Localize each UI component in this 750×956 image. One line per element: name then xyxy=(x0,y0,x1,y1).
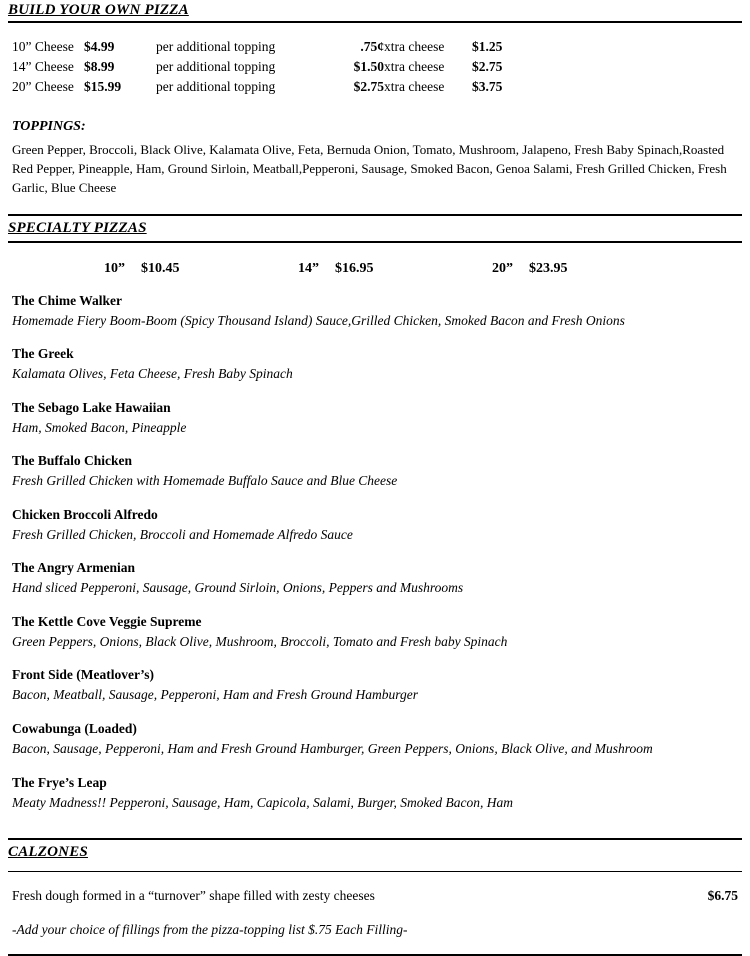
pizza-price: $8.99 xyxy=(84,59,115,74)
calzone-item xyxy=(12,888,738,904)
specialty-size-14 xyxy=(298,261,492,277)
build-your-own-heading: BUILD YOUR OWN PIZZA xyxy=(8,2,189,18)
pizza-size: 14” Cheese xyxy=(12,59,74,74)
list-item xyxy=(12,507,742,545)
pizza-price: $15.99 xyxy=(84,79,122,94)
specialty-size-10 xyxy=(8,261,298,277)
calzone-fillings-note: -Add your choice of fillings from the pizza-topping list $.75 Each Filling- xyxy=(12,922,408,938)
divider xyxy=(8,838,742,840)
specialty-size-label: 10” xyxy=(104,260,125,276)
list-item xyxy=(12,667,742,705)
topping-label: per additional topping xyxy=(156,59,276,74)
pizza-name: The Buffalo Chicken xyxy=(12,453,133,469)
build-your-own-section xyxy=(8,2,742,198)
pizza-description: Bacon, Meatball, Sausage, Pepperoni, Ham and Fresh Ground Hamburger xyxy=(12,687,418,703)
topping-price: .75¢ xyxy=(360,39,384,54)
xtra-cheese-label: xtra cheese xyxy=(384,39,445,54)
pizza-description: Fresh Grilled Chicken, Broccoli and Homemade Alfredo Sauce xyxy=(12,526,353,542)
list-item xyxy=(12,400,742,438)
table-row xyxy=(12,77,502,97)
menu-page xyxy=(0,2,750,956)
pizza-name: The Angry Armenian xyxy=(12,560,136,576)
pizza-description: Ham, Smoked Bacon, Pineapple xyxy=(12,419,187,435)
pizza-name: The Greek xyxy=(12,346,74,362)
list-item xyxy=(12,775,742,813)
pizza-description: Fresh Grilled Chicken with Homemade Buffalo Sauce and Blue Cheese xyxy=(12,473,398,489)
divider xyxy=(8,241,742,243)
topping-price: $1.50 xyxy=(353,59,384,74)
pizza-name: Cowabunga (Loaded) xyxy=(12,721,137,737)
pizza-description: Hand sliced Pepperoni, Sausage, Ground Sirloin, Onions, Peppers and Mushrooms xyxy=(12,580,464,596)
divider xyxy=(8,871,742,872)
xtra-cheese-price: $1.25 xyxy=(472,39,503,54)
divider xyxy=(8,214,742,216)
topping-price: $2.75 xyxy=(353,79,384,94)
pizza-description: Green Peppers, Onions, Black Olive, Mushroom, Broccoli, Tomato and Fresh baby Spinach xyxy=(12,633,508,649)
pizza-size: 10” Cheese xyxy=(12,39,74,54)
pizza-name: The Chime Walker xyxy=(12,292,123,308)
calzone-price: $6.75 xyxy=(707,888,738,904)
specialty-pizzas-section xyxy=(8,214,742,813)
list-item xyxy=(12,560,742,598)
pizza-price: $4.99 xyxy=(84,39,115,54)
pizza-name: The Sebago Lake Hawaiian xyxy=(12,399,171,415)
list-item xyxy=(12,346,742,384)
specialty-size-price-row xyxy=(8,261,742,277)
xtra-cheese-label: xtra cheese xyxy=(384,59,445,74)
topping-label: per additional topping xyxy=(156,79,276,94)
calzones-section xyxy=(8,838,742,956)
specialty-size-price: $23.95 xyxy=(529,260,568,276)
specialty-pizzas-heading: SPECIALTY PIZZAS xyxy=(8,219,147,236)
toppings-title: TOPPINGS: xyxy=(12,119,86,134)
specialty-size-20 xyxy=(492,261,686,277)
calzone-description: Fresh dough formed in a “turnover” shape filled with zesty cheeses xyxy=(12,888,375,904)
pizza-name: Front Side (Meatlover’s) xyxy=(12,667,154,683)
table-row xyxy=(12,57,502,77)
pizza-name: The Frye’s Leap xyxy=(12,774,107,790)
list-item xyxy=(12,293,742,331)
pizza-size: 20” Cheese xyxy=(12,79,74,94)
pizza-description: Kalamata Olives, Feta Cheese, Fresh Baby Spinach xyxy=(12,366,293,382)
pizza-description: Bacon, Sausage, Pepperoni, Ham and Fresh Ground Hamburger, Green Peppers, Onions, Black Olive, and Mushroom xyxy=(12,741,653,757)
pizza-price-table xyxy=(12,37,502,97)
specialty-size-price: $16.95 xyxy=(335,260,374,276)
list-item xyxy=(12,721,742,759)
table-row xyxy=(12,37,502,57)
xtra-cheese-price: $3.75 xyxy=(472,79,503,94)
topping-label: per additional topping xyxy=(156,39,276,54)
pizza-name: Chicken Broccoli Alfredo xyxy=(12,506,158,522)
divider xyxy=(8,21,742,23)
list-item xyxy=(12,453,742,491)
specialty-size-label: 20” xyxy=(492,260,513,276)
specialty-size-price: $10.45 xyxy=(141,260,180,276)
calzones-heading: CALZONES xyxy=(8,844,88,861)
toppings-list: Green Pepper, Broccoli, Black Olive, Kalamata Olive, Feta, Bernuda Onion, Tomato, Mushroom, Jalapeno, Fresh Baby Spinach,Roasted Red Pepper, Pineapple, Ham, Ground Sirloin, Meatball,Pepperoni, Sausage, Smoked Bacon, Genoa Salami, Fresh Grilled Chicken, Fresh Garlic, Blue Cheese xyxy=(12,142,727,195)
list-item xyxy=(12,614,742,652)
xtra-cheese-price: $2.75 xyxy=(472,59,503,74)
pizza-description: Meaty Madness!! Pepperoni, Sausage, Ham, Capicola, Salami, Burger, Smoked Bacon, Ham xyxy=(12,794,514,810)
xtra-cheese-label: xtra cheese xyxy=(384,79,445,94)
pizza-name: The Kettle Cove Veggie Supreme xyxy=(12,613,202,629)
pizza-description: Homemade Fiery Boom-Boom (Spicy Thousand Island) Sauce,Grilled Chicken, Smoked Bacon and Fresh Onions xyxy=(12,312,625,328)
specialty-size-label: 14” xyxy=(298,260,319,276)
